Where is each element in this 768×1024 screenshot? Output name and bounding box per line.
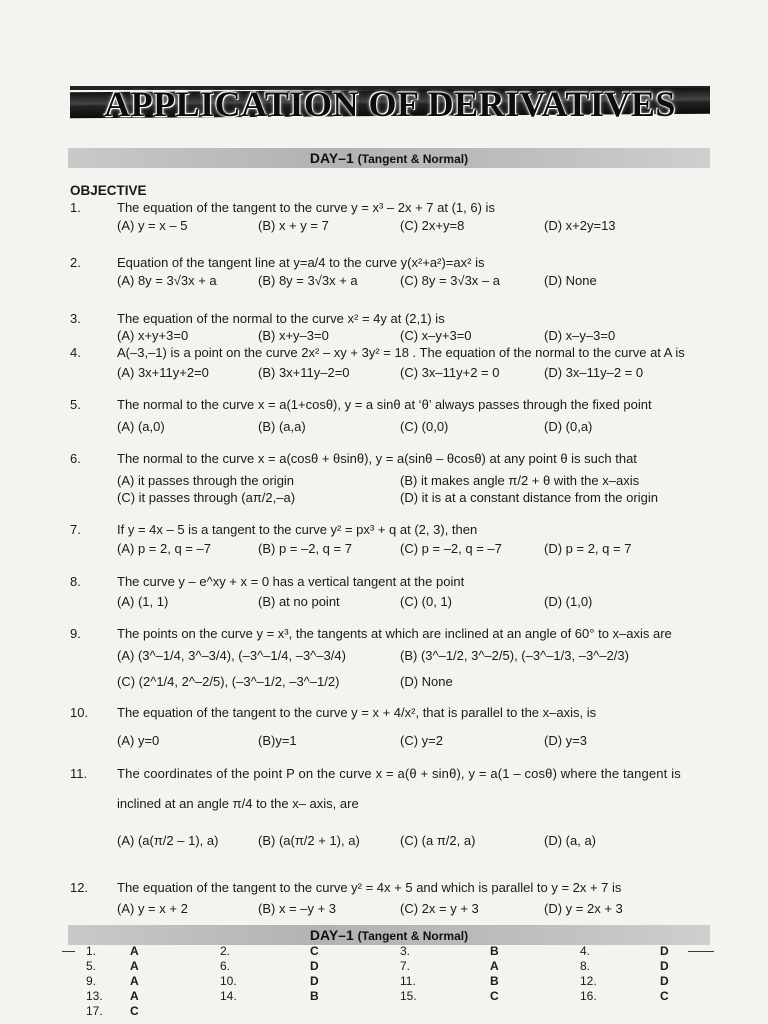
answer-value: D — [310, 974, 319, 988]
option-a: (A) (3^–1/4, 3^–3/4), (–3^–1/4, –3^–3/4) — [117, 648, 346, 663]
answer-number: 12. — [580, 974, 597, 988]
option-c: (C) 3x–11y+2 = 0 — [400, 365, 500, 380]
answer-value: A — [130, 974, 139, 988]
option-a: (A) y=0 — [117, 733, 160, 748]
question-text: Equation of the tangent line at y=a/4 to the curve y(x²+a²)=ax² is — [117, 255, 485, 270]
question-text: The points on the curve y = x³, the tangents at which are inclined at an angle of 60° to x–axis are — [117, 626, 672, 641]
option-a: (A) (a(π/2 – 1), a) — [117, 833, 219, 848]
question-number: 9. — [70, 626, 81, 641]
answer-value: B — [490, 944, 499, 958]
section-heading: OBJECTIVE — [70, 183, 147, 198]
answer-value: D — [310, 959, 319, 973]
option-c: (C) (0,0) — [400, 419, 449, 434]
option-c: (C) y=2 — [400, 733, 443, 748]
answer-value: A — [130, 989, 139, 1003]
option-d: (D) x+2y=13 — [544, 218, 616, 233]
question-text: The normal to the curve x = a(1+cosθ), y = a sinθ at ‘θ’ always passes through the fixed point — [117, 397, 652, 412]
option-d: (D) None — [400, 674, 453, 689]
option-b: (B) (a,a) — [258, 419, 306, 434]
option-d: (D) p = 2, q = 7 — [544, 541, 632, 556]
option-c: (C) 2x = y + 3 — [400, 901, 479, 916]
answer-key-header — [68, 925, 710, 945]
option-c: (C) (a π/2, a) — [400, 833, 476, 848]
option-a: (A) p = 2, q = –7 — [117, 541, 211, 556]
option-c: (C) p = –2, q = –7 — [400, 541, 502, 556]
answer-value: C — [310, 944, 319, 958]
question-text: The equation of the tangent to the curve y = x³ – 2x + 7 at (1, 6) is — [117, 200, 495, 215]
option-b: (B) (a(π/2 + 1), a) — [258, 833, 360, 848]
question-text: The equation of the tangent to the curve y² = 4x + 5 and which is parallel to y = 2x + 7 is — [117, 880, 622, 895]
question-text: The equation of the normal to the curve x² = 4y at (2,1) is — [117, 311, 445, 326]
option-a: (A) x+y+3=0 — [117, 328, 189, 343]
question-number: 6. — [70, 451, 81, 466]
option-d: (D) x–y–3=0 — [544, 328, 616, 343]
answer-value: A — [490, 959, 499, 973]
option-b: (B) 8y = 3√3x + a — [258, 273, 358, 288]
answer-number: 7. — [400, 959, 411, 973]
answer-key-header-main: DAY–1 — [309, 927, 354, 943]
option-a: (A) it passes through the origin — [117, 473, 295, 488]
decorative-dash-left: — — [62, 943, 75, 958]
question-text-continued: inclined at an angle π/4 to the x– axis, are — [117, 796, 359, 811]
question-number: 10. — [70, 705, 89, 720]
question-number: 7. — [70, 522, 81, 537]
option-b: (B)y=1 — [258, 733, 297, 748]
answer-number: 9. — [86, 974, 97, 988]
option-c: (C) x–y+3=0 — [400, 328, 472, 343]
option-d: (D) 3x–11y–2 = 0 — [544, 365, 644, 380]
question-text: If y = 4x – 5 is a tangent to the curve y² = px³ + q at (2, 3), then — [117, 522, 478, 537]
answer-number: 13. — [86, 989, 103, 1003]
question-text: The normal to the curve x = a(cosθ + θsinθ), y = a(sinθ – θcosθ) at any point θ is such that — [117, 451, 637, 466]
answer-number: 11. — [400, 974, 416, 988]
option-d: (D) (a, a) — [544, 833, 596, 848]
answer-number: 14. — [220, 989, 237, 1003]
option-c: (C) (2^1/4, 2^–2/5), (–3^–1/2, –3^–1/2) — [117, 674, 340, 689]
answer-value: B — [490, 974, 499, 988]
answer-number: 5. — [86, 959, 97, 973]
day-header-sub: (Tangent & Normal) — [357, 152, 469, 166]
answer-value: B — [310, 989, 319, 1003]
option-a: (A) y = x – 5 — [117, 218, 188, 233]
title-banner — [70, 84, 710, 124]
answer-value: A — [130, 944, 139, 958]
option-b: (B) x + y = 7 — [258, 218, 329, 233]
option-d: (D) (0,a) — [544, 419, 593, 434]
answer-key-header-sub: (Tangent & Normal) — [357, 929, 469, 943]
question-number: 3. — [70, 311, 81, 326]
answer-value: C — [660, 989, 669, 1003]
option-c: (C) (0, 1) — [400, 594, 452, 609]
option-d: (D) (1,0) — [544, 594, 593, 609]
answer-value: D — [660, 959, 669, 973]
answer-number: 4. — [580, 944, 591, 958]
option-b: (B) x = –y + 3 — [258, 901, 337, 916]
decorative-dash-right: —— — [688, 943, 714, 958]
option-d: (D) y = 2x + 3 — [544, 901, 623, 916]
option-c: (C) 2x+y=8 — [400, 218, 465, 233]
answer-value: A — [130, 959, 139, 973]
answer-value: D — [660, 944, 669, 958]
option-a: (A) 8y = 3√3x + a — [117, 273, 217, 288]
option-a: (A) (a,0) — [117, 419, 165, 434]
option-b: (B) it makes angle π/2 + θ with the x–axis — [400, 473, 640, 488]
option-d: (D) None — [544, 273, 597, 288]
option-b: (B) at no point — [258, 594, 340, 609]
answer-number: 16. — [580, 989, 597, 1003]
option-d: (D) y=3 — [544, 733, 587, 748]
question-number: 1. — [70, 200, 81, 215]
answer-number: 2. — [220, 944, 231, 958]
question-number: 2. — [70, 255, 81, 270]
option-c: (C) it passes through (aπ/2,–a) — [117, 490, 296, 505]
answer-number: 15. — [400, 989, 417, 1003]
answer-number: 17. — [86, 1004, 103, 1018]
day-header — [68, 148, 710, 168]
option-b: (B) x+y–3=0 — [258, 328, 329, 343]
option-c: (C) 8y = 3√3x – a — [400, 273, 500, 288]
answer-number: 3. — [400, 944, 411, 958]
answer-number: 8. — [580, 959, 591, 973]
answer-value: C — [490, 989, 499, 1003]
question-text: A(–3,–1) is a point on the curve 2x² – xy + 3y² = 18 . The equation of the normal to the curve at A is — [117, 345, 685, 360]
answer-value: C — [130, 1004, 139, 1018]
question-text: The coordinates of the point P on the curve x = a(θ + sinθ), y = a(1 – cosθ) where the tangent is — [117, 766, 681, 781]
option-b: (B) 3x+11y–2=0 — [258, 365, 350, 380]
question-number: 4. — [70, 345, 81, 360]
question-number: 8. — [70, 574, 81, 589]
answer-number: 10. — [220, 974, 237, 988]
option-b: (B) (3^–1/2, 3^–2/5), (–3^–1/3, –3^–2/3) — [400, 648, 629, 663]
option-a: (A) (1, 1) — [117, 594, 169, 609]
question-text: The equation of the tangent to the curve y = x + 4/x², that is parallel to the x–axis, is — [117, 705, 597, 720]
option-a: (A) y = x + 2 — [117, 901, 188, 916]
answer-value: D — [660, 974, 669, 988]
question-number: 5. — [70, 397, 81, 412]
page-title: APPLICATION OF DERIVATIVES — [104, 84, 676, 124]
question-number: 12. — [70, 880, 89, 895]
option-a: (A) 3x+11y+2=0 — [117, 365, 209, 380]
question-number: 11. — [70, 766, 88, 781]
question-text: The curve y – e^xy + x = 0 has a vertical tangent at the point — [117, 574, 465, 589]
option-d: (D) it is at a constant distance from the origin — [400, 490, 658, 505]
answer-number: 6. — [220, 959, 231, 973]
option-b: (B) p = –2, q = 7 — [258, 541, 352, 556]
answer-number: 1. — [86, 944, 97, 958]
day-header-main: DAY–1 — [309, 150, 354, 166]
